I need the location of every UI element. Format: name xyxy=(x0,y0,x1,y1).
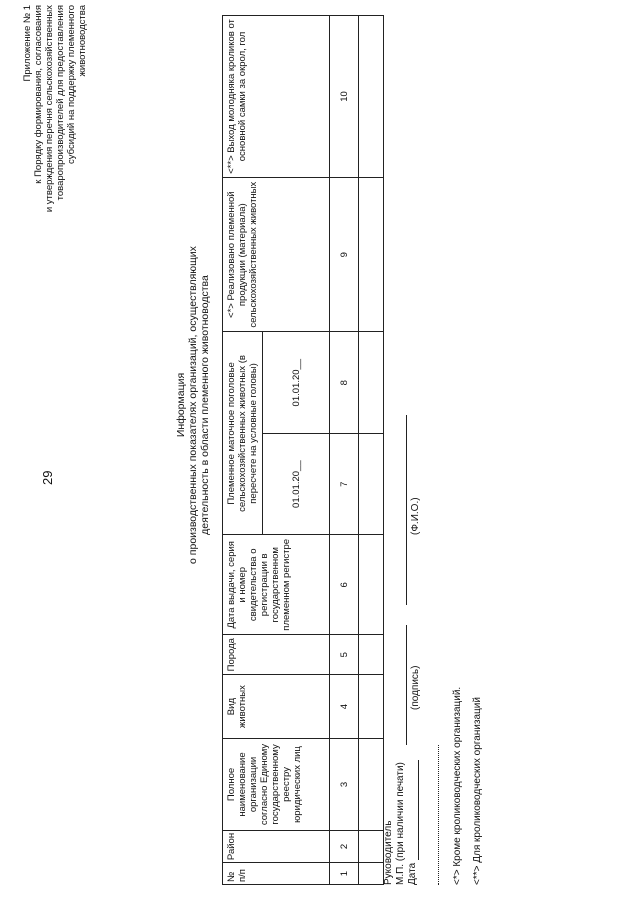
appendix-line: субсидий на поддержку племенного xyxy=(66,5,77,164)
date-line xyxy=(418,760,419,860)
document-title xyxy=(175,205,211,605)
signature-line xyxy=(406,625,407,745)
col-number: 5 xyxy=(330,635,359,675)
appendix-line: и утверждения перечня сельскохозяйственных xyxy=(44,5,55,213)
header-num: № п/п xyxy=(223,863,330,885)
title-line: Информация xyxy=(175,372,187,438)
page-number: 29 xyxy=(40,470,55,485)
appendix-line: товаропроизводителей для предоставления xyxy=(55,5,66,201)
col-number: 8 xyxy=(330,332,359,433)
col-number: 6 xyxy=(330,535,359,635)
table-row xyxy=(359,16,384,885)
footnote-2: <**> Для кролиководческих организаций xyxy=(472,697,483,885)
fio-line xyxy=(406,415,407,605)
col-number: 9 xyxy=(330,177,359,331)
appendix-block xyxy=(22,5,88,265)
title-line: деятельность в области племенного животноводства xyxy=(199,275,211,535)
header-rabbit-yield: <**> Выход молодняка кроликов от основной самки за окрол, гол xyxy=(223,16,330,178)
header-breed: Порода xyxy=(223,635,330,675)
header-date-1: 01.01.20__ xyxy=(263,433,330,534)
col-number: 3 xyxy=(330,739,359,831)
indicators-table xyxy=(222,15,384,885)
col-number: 1 xyxy=(330,863,359,885)
header-district: Район xyxy=(223,830,330,862)
col-number: 2 xyxy=(330,830,359,862)
signature-caption: (подпись) xyxy=(410,665,421,710)
footnote-1: <*> Кроме кролиководческих организаций. xyxy=(452,686,463,885)
appendix-line: Приложение № 1 xyxy=(22,5,33,82)
appendix-line: животноводства xyxy=(77,5,88,77)
date-label: Дата xyxy=(407,862,418,885)
header-species: Вид животных xyxy=(223,675,330,739)
header-date-2: 01.01.20__ xyxy=(263,332,330,433)
header-livestock: Племенное маточное поголовье сельскохозяйственных животных (в пересчете на условные головы) xyxy=(223,332,263,535)
col-number: 4 xyxy=(330,675,359,739)
seal-label: М.П. (при наличии печати) xyxy=(395,762,406,885)
header-org-name: Полное наименование организации согласно Единому государственному реестру юридических лиц xyxy=(223,739,330,831)
head-label: Руководитель xyxy=(383,820,394,885)
header-certificate: Дата выдачи, серия и номер свидетельства о регистрации в государственном племенном регистре xyxy=(223,535,330,635)
header-sold: <*> Реализовано племенной продукции (материала) сельскохозяйственных животных xyxy=(223,177,330,331)
footnote-separator xyxy=(438,745,439,885)
fio-caption: (Ф.И.О.) xyxy=(410,497,421,535)
appendix-line: к Порядку формирования, согласования xyxy=(33,5,44,184)
table-row xyxy=(330,16,359,885)
col-number: 10 xyxy=(330,16,359,178)
title-line: о производственных показателях организаций, осуществляющих xyxy=(187,246,199,564)
col-number: 7 xyxy=(330,433,359,534)
